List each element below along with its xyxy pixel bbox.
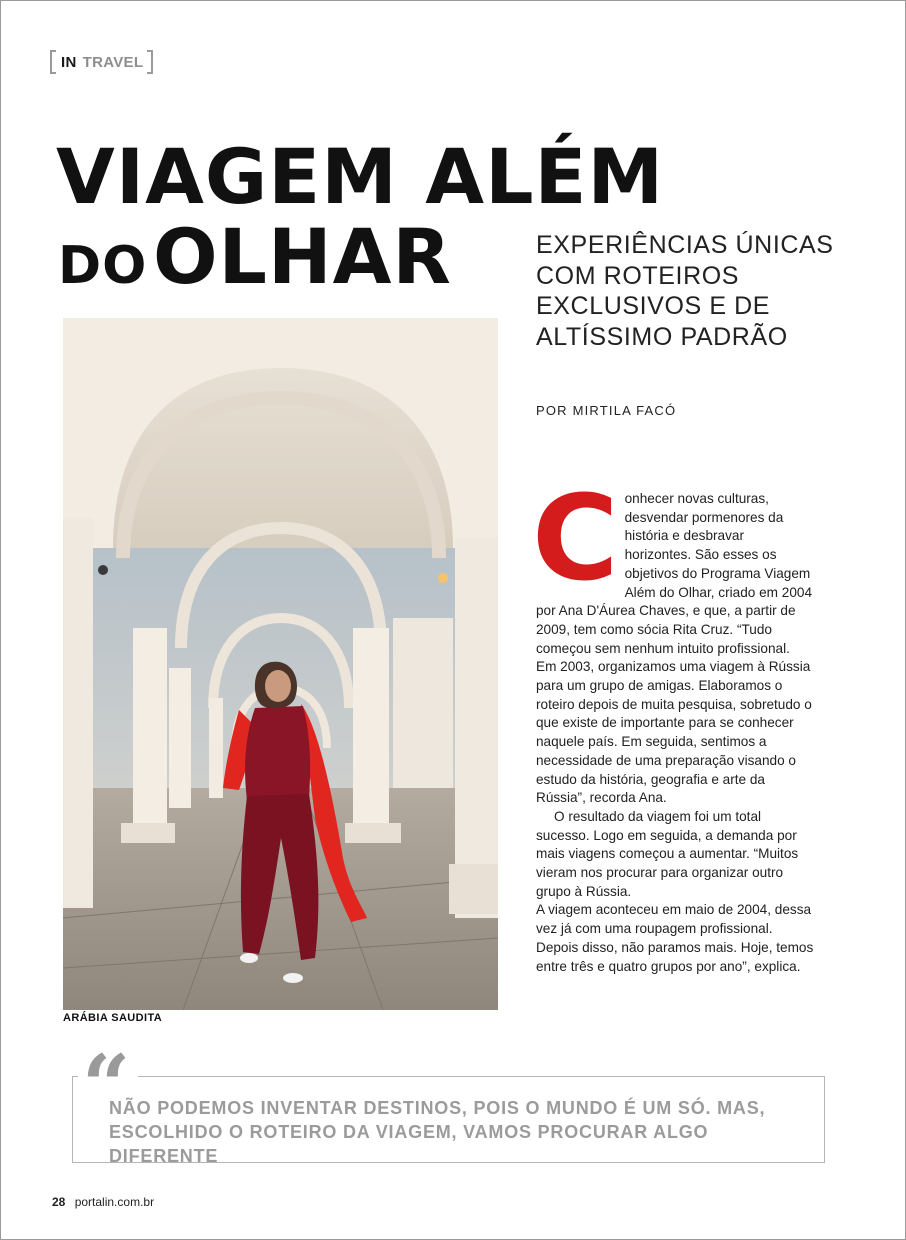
headline-line-1: VIAGEM ALÉM [56,132,665,221]
quote-mark-icon: “ [78,1044,138,1094]
pull-quote-text: NÃO PODEMOS INVENTAR DESTINOS, POIS O MUNDO É UM SÓ. MAS, ESCOLHIDO O ROTEIRO DA VIAGEM, VAMOS PROCURAR ALGO DIFERENTE [109,1098,766,1166]
headline-big-word: OLHAR [152,212,452,301]
article-photo [63,318,498,1010]
article-paragraph-1: onhecer novas culturas, desvendar pormenores da história e desbravar horizontes. São esses os objetivos do Programa Viagem Além do Olhar, criado em 2004 por Ana D'Áurea Chaves, e que, a partir de 2009, tem como sócia Rita Cruz. “Tudo começou sem nenhum intuito profissional. Em 2003, organizamos uma viagem à Rússia para um grupo de amigas. Elaboramos o roteiro depois de muita pesquisa, sobretudo o que existe de importante para se conhecer naquele país. Em seguida, sentimos a necessidade de uma preparação visando o estudo da história, geografia e arte da Rússia”, recorda Ana. [536,491,813,806]
site-url: portalin.com.br [74,1195,155,1209]
arcade-photo-illustration [63,318,498,1010]
section-tag [50,50,153,74]
drop-cap: C [532,469,619,607]
article-paragraph-3: A viagem aconteceu em maio de 2004, dessa vez já com uma roupagem profissional. Depois disso, não paramos mais. Hoje, temos entre três e quatro grupos por ano”, explica. [536,902,814,974]
left-bracket [50,50,56,74]
headline-line-2 [58,212,452,301]
article-paragraph-2: O resultado da viagem foi um total sucesso. Logo em seguida, a demanda por mais viagens começou a aumentar. “Muitos vieram nos procurar para organizar outro grupo à Rússia. [536,808,799,899]
headline-small-word: DO [58,236,148,296]
page-footer [52,1195,154,1209]
section-prefix: IN [61,53,77,71]
subtitle: EXPERIÊNCIAS ÚNICAS COM ROTEIROS EXCLUSIVOS E DE ALTÍSSIMO PADRÃO [536,231,834,351]
right-bracket [147,50,153,74]
byline: POR MIRTILA FACÓ [536,403,677,418]
section-name: TRAVEL [82,53,144,71]
photo-caption: ARÁBIA SAUDITA [63,1012,163,1024]
page-number: 28 [52,1195,66,1209]
article-body [532,469,814,976]
